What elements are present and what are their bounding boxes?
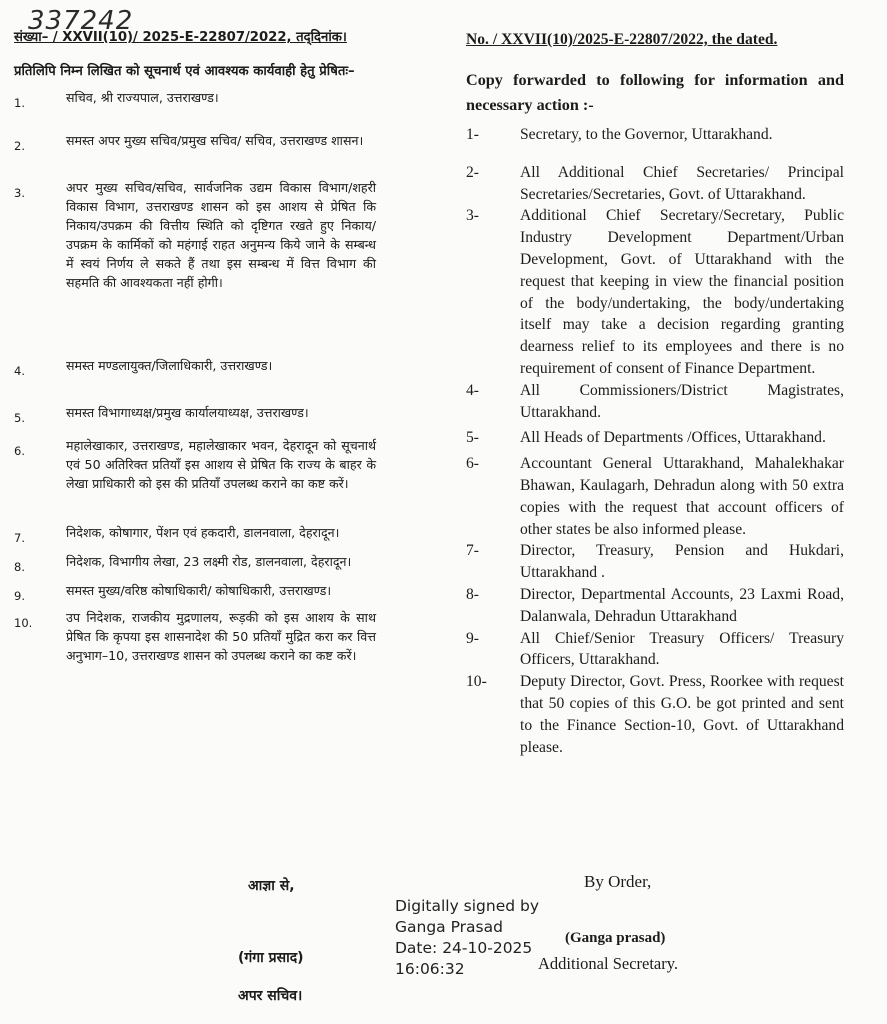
item-text: समस्त मुख्य/वरिष्ठ कोषाधिकारी/ कोषाधिकारी, उत्तराखण्ड। xyxy=(66,583,332,598)
item-text: All Chief/Senior Treasury Officers/ Treasury Officers, Uttarakhand. xyxy=(520,629,844,669)
item-number: 7- xyxy=(466,542,479,560)
item-text: निदेशक, कोषागार, पेंशन एवं हकदारी, डालनवाला, देहरादून। xyxy=(66,525,340,540)
english-list-item xyxy=(466,427,844,449)
item-number: 10- xyxy=(466,673,487,691)
english-list-item xyxy=(466,671,844,758)
item-number: 8. xyxy=(14,560,25,574)
hindi-list-item xyxy=(14,581,376,606)
item-number: 1- xyxy=(466,126,479,143)
item-text: समस्त अपर मुख्य सचिव/प्रमुख सचिव/ सचिव, उत्तराखण्ड शासन। xyxy=(66,133,364,148)
hindi-list-item xyxy=(14,608,376,665)
item-text: Secretary, to the Governor, Uttarakhand. xyxy=(520,126,773,143)
item-text: अपर मुख्य सचिव/सचिव, सार्वजनिक उद्यम विकास विभाग/शहरी विकास विभाग, उत्तराखण्ड शासन को इस आशय से प्रेषित कि निकाय/उपक्रम की वित्तीय स्थिति को दृष्टिगत रखते हुए निकाय/उपक्रम के कार्मिकों को महंगाई राहत अनुमन्य किये जाने के सम्बन्ध में स्वयं निर्णय ले सकते हैं तथा इस सम्बन्ध में वित्त विभाग की सहमति की आवश्यकता नहीं होगी। xyxy=(66,180,376,290)
digital-signature-line: 16:06:32 xyxy=(395,960,465,978)
handwritten-number: 337242 xyxy=(28,6,134,36)
hindi-list-item xyxy=(14,178,376,292)
english-list-item xyxy=(466,584,844,628)
english-list-item xyxy=(466,628,844,672)
item-number: 3. xyxy=(14,186,25,200)
hindi-list-item xyxy=(14,403,376,428)
hindi-list-item xyxy=(14,523,376,548)
hindi-signatory-designation: अपर सचिव। xyxy=(238,988,303,1004)
item-number: 6- xyxy=(466,455,479,473)
hindi-list-item xyxy=(14,88,376,113)
hindi-list-item xyxy=(14,436,376,493)
item-number: 4- xyxy=(466,381,479,399)
item-text: Director, Treasury, Pension and Hukdari, Uttarakhand . xyxy=(520,542,844,582)
english-list-item xyxy=(466,124,844,146)
item-number: 4. xyxy=(14,364,25,378)
item-text: महालेखाकार, उत्तराखण्ड, महालेखाकार भवन, देहरादून को सूचनार्थ एवं 50 अतिरिक्त प्रतियाँ इस आशय से प्रेषित कि राज्य के बाहर के लेखा प्राधिकारी को इस की प्रतियाँ उपलब्ध कराने का कष्ट करें। xyxy=(66,438,376,491)
english-by-order: By Order, xyxy=(584,872,652,891)
item-number: 9- xyxy=(466,629,479,647)
hindi-list-item xyxy=(14,552,376,577)
item-text: Deputy Director, Govt. Press, Roorkee with request that 50 copies of this G.O. be got printed and sent to the Finance Section-10, Govt. of Uttarakhand please. xyxy=(520,673,844,756)
hindi-column xyxy=(14,28,376,665)
english-list-item xyxy=(466,205,844,379)
digital-signature-line: Ganga Prasad xyxy=(395,918,503,936)
item-text: All Heads of Departments /Offices, Uttarakhand. xyxy=(520,429,826,447)
item-number: 2- xyxy=(466,163,479,181)
item-number: 2. xyxy=(14,139,25,153)
item-text: निदेशक, विभागीय लेखा, 23 लक्ष्मी रोड, डालनवाला, देहरादून। xyxy=(66,554,352,569)
english-signatory-name: (Ganga prasad) xyxy=(565,930,666,946)
english-heading: Copy forwarded to following for information and necessary action :- xyxy=(466,71,844,114)
item-text: Accountant General Uttarakhand, Mahalekhakar Bhawan, Kaulagarh, Dehradun along with 50 extra copies with the request that account officers of other states be also informed please. xyxy=(520,455,844,538)
item-number: 6. xyxy=(14,444,25,458)
item-number: 3- xyxy=(466,207,479,225)
item-number: 7. xyxy=(14,531,25,545)
english-list-item xyxy=(466,162,844,206)
item-text: समस्त विभागाध्यक्ष/प्रमुख कार्यालयाध्यक्ष, उत्तराखण्ड। xyxy=(66,405,309,420)
english-reference: No. / XXVII(10)/2025-E-22807/2022, the dated. xyxy=(466,31,778,48)
item-text: All Commissioners/District Magistrates, Uttarakhand. xyxy=(520,381,844,421)
hindi-by-order: आज्ञा से, xyxy=(248,878,295,894)
item-text: Director, Departmental Accounts, 23 Laxmi Road, Dalanwala, Dehradun Uttarakhand xyxy=(520,585,844,625)
item-number: 5- xyxy=(466,429,479,447)
english-signatory-designation: Additional Secretary. xyxy=(538,954,679,973)
english-column xyxy=(466,28,844,758)
item-number: 8- xyxy=(466,585,479,603)
digital-signature-line: Digitally signed by xyxy=(395,897,540,915)
item-text: Additional Chief Secretary/Secretary, Public Industry Development Department/Urban Development, Govt. of Uttarakhand with the request that keeping in view the financial position of the body/undertaking, the body/undertaking itself may take a decision regarding granting dearness relief to its employees and there is no requirement of consent of Finance Department. xyxy=(520,207,844,377)
hindi-heading: प्रतिलिपि निम्न लिखित को सूचनार्थ एवं आवश्यक कार्यवाही हेतु प्रेषितः– xyxy=(14,64,355,79)
english-list-item xyxy=(466,380,844,424)
hindi-list-item xyxy=(14,356,376,381)
english-list-item xyxy=(466,453,844,540)
hindi-list-item xyxy=(14,131,376,156)
hindi-signatory-name: (गंगा प्रसाद) xyxy=(238,950,304,966)
item-number: 5. xyxy=(14,411,25,425)
item-text: समस्त मण्डलायुक्त/जिलाधिकारी, उत्तराखण्ड। xyxy=(66,358,273,373)
english-list-item xyxy=(466,540,844,584)
hindi-reference: संख्या– / XXVII(10)/ 2025-E-22807/2022, तद्‌दिनांक। xyxy=(14,30,347,45)
item-text: सचिव, श्री राज्यपाल, उत्तराखण्ड। xyxy=(66,90,219,105)
item-number: 1. xyxy=(14,96,25,110)
item-number: 9. xyxy=(14,589,25,603)
item-number: 10. xyxy=(14,616,33,630)
item-text: All Additional Chief Secretaries/ Principal Secretaries/Secretaries, Govt. of Uttarakhand. xyxy=(520,163,844,203)
digital-signature-line: Date: 24-10-2025 xyxy=(395,939,533,957)
item-text: उप निदेशक, राजकीय मुद्रणालय, रूड़की को इस आशय के साथ प्रेषित कि कृपया इस शासनादेश की 50 प्रतियाँ मुद्रित करा कर वित्त अनुभाग–10, उत्तराखण्ड शासन को उपलब्ध कराने का कष्ट करें। xyxy=(66,610,376,663)
